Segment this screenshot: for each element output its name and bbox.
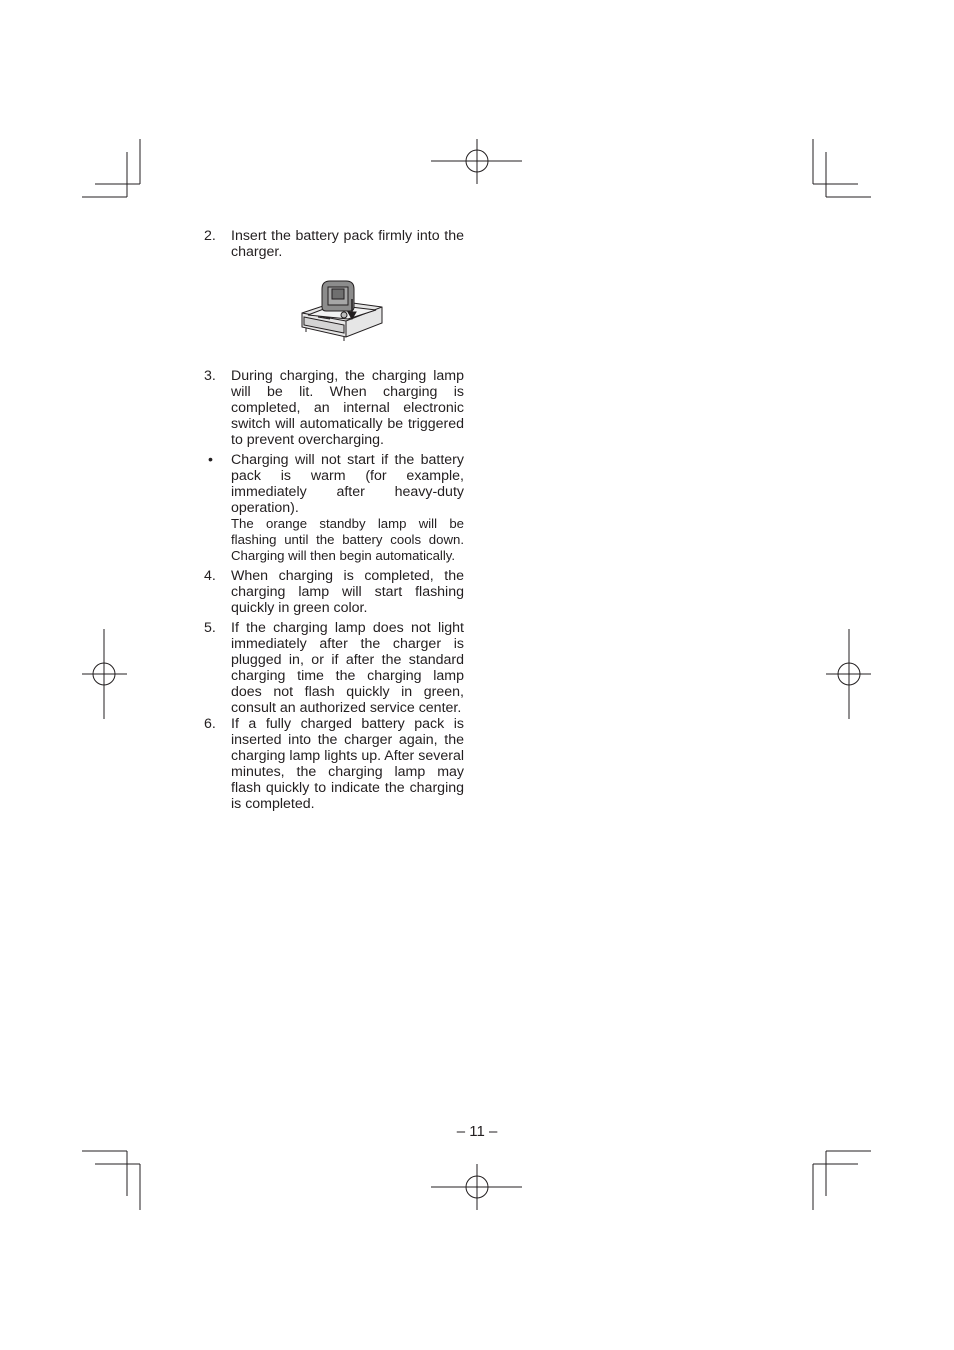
list-item [204, 568, 464, 616]
battery-charger-illustration [298, 277, 388, 347]
page-number: – 11 – [456, 1123, 498, 1140]
item-text: If the charging lamp does not light immediately after the charger is plugged in, or if after the standard charging time the charging lamp does not flash quickly in green, consult an authorized service center. [231, 620, 464, 716]
item-text: During charging, the charging lamp will be lit. When charging is completed, an internal electronic switch will automatically be triggered to prevent overcharging. [231, 368, 464, 448]
item-note: The orange standby lamp will be flashing until the battery cools down. Charging will then begin automatically. [231, 516, 464, 563]
list-item [204, 620, 464, 716]
item-number: 6. [204, 716, 216, 732]
list-item [204, 716, 464, 812]
list-item [204, 368, 464, 448]
item-number: 5. [204, 620, 216, 636]
instructions-column [204, 228, 464, 812]
item-text: If a fully charged battery pack is inserted into the charger again, the charging lamp lights up. After several minutes, the charging lamp may flash quickly to indicate the charging is completed. [231, 716, 464, 812]
item-text: When charging is completed, the charging lamp will start flashing quickly in green color. [231, 568, 464, 616]
item-number: 3. [204, 368, 216, 384]
item-text: Charging will not start if the battery pack is warm (for example, immediately after heavy-duty operation). [231, 452, 464, 516]
list-item-bullet [204, 452, 464, 564]
item-number: 2. [204, 228, 216, 244]
item-text: Insert the battery pack firmly into the charger. [231, 228, 464, 260]
item-number: 4. [204, 568, 216, 584]
list-item [204, 228, 464, 260]
bullet-icon: • [208, 452, 213, 468]
